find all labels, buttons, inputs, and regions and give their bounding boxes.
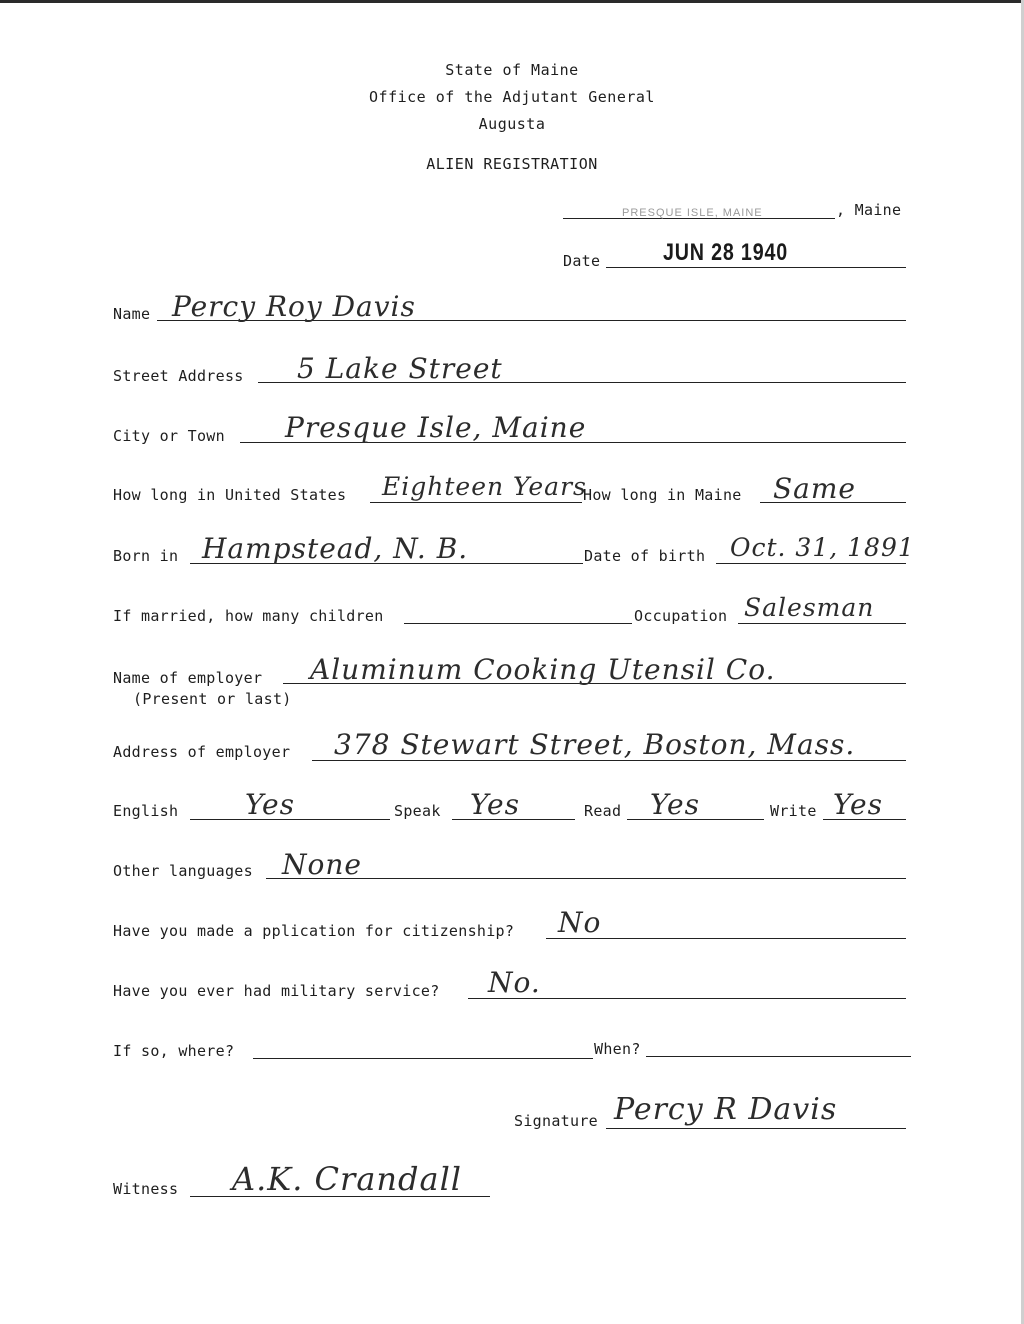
street-value[interactable]: 5 Lake Street [297,352,503,385]
when-line [646,1056,911,1057]
place-suffix: , Maine [836,201,902,219]
city-value[interactable]: Presque Isle, Maine [285,411,587,444]
name-label: Name [113,305,151,323]
header-office: Office of the Adjutant General [369,88,655,106]
header-state: State of Maine [445,61,579,79]
signature-line [606,1128,906,1129]
signature-value[interactable]: Percy R Davis [614,1092,838,1127]
street-label: Street Address [113,367,244,385]
citizenship-value[interactable]: No [558,906,602,939]
children-label: If married, how many children [113,607,384,625]
signature-label: Signature [514,1112,598,1130]
employer-address-label: Address of employer [113,743,291,761]
dob-line [716,563,906,564]
place-stamp: PRESQUE ISLE, MAINE [622,207,763,219]
header-city: Augusta [478,115,546,133]
us-value[interactable]: Eighteen Years [382,472,587,501]
name-value[interactable]: Percy Roy Davis [172,290,416,323]
dob-label: Date of birth [584,547,706,565]
other-languages-label: Other languages [113,862,253,880]
date-line [606,267,906,268]
english-value[interactable]: Yes [245,788,295,821]
where-label: If so, where? [113,1042,235,1060]
born-label: Born in [113,547,179,565]
write-value[interactable]: Yes [833,788,883,821]
read-label: Read [584,802,622,820]
occupation-line [738,623,906,624]
military-value[interactable]: No. [488,966,541,999]
employer-sublabel: (Present or last) [133,690,292,708]
where-line [253,1058,593,1059]
children-line [404,623,632,624]
read-value[interactable]: Yes [650,788,700,821]
city-label: City or Town [113,427,225,445]
occupation-label: Occupation [634,607,728,625]
witness-label: Witness [113,1180,179,1198]
employer-address-value[interactable]: 378 Stewart Street, Boston, Mass. [334,728,856,761]
date-label: Date [563,252,601,270]
us-label: How long in United States [113,486,347,504]
born-value[interactable]: Hampstead, N. B. [202,532,469,565]
date-stamp: JUN 28 1940 [663,239,788,266]
employer-value[interactable]: Aluminum Cooking Utensil Co. [310,653,776,686]
military-label: Have you ever had military service? [113,982,440,1000]
speak-value[interactable]: Yes [470,788,520,821]
witness-value[interactable]: A.K. Crandall [232,1160,463,1198]
form-title: ALIEN REGISTRATION [426,155,598,173]
dob-value[interactable]: Oct. 31, 1891 [730,533,915,562]
other-languages-value[interactable]: None [282,848,362,881]
other-languages-line [266,878,906,879]
employer-label: Name of employer [113,669,263,687]
occupation-value[interactable]: Salesman [744,593,875,622]
speak-label: Speak [394,802,441,820]
write-label: Write [770,802,817,820]
scan-edge-top [0,0,1024,3]
maine-value[interactable]: Same [773,472,856,505]
english-label: English [113,802,179,820]
when-label: When? [594,1040,641,1058]
citizenship-label: Have you made a pplication for citizenship? [113,922,515,940]
maine-label: How long in Maine [583,486,742,504]
us-line [370,502,582,503]
